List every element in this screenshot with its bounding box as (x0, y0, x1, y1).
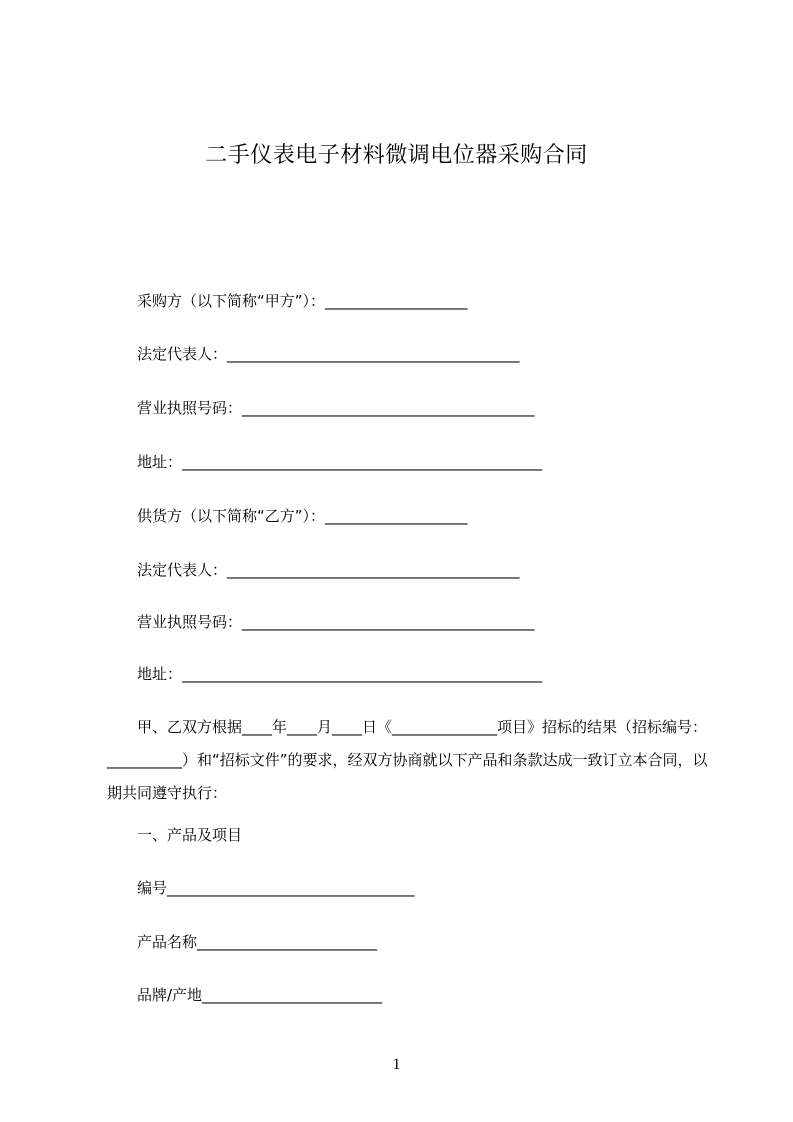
buyer-line: 采购方（以下简称“甲方”）：___________________ (137, 292, 468, 310)
supplier-legal-rep-line: 法定代表人：_______________________________________ (137, 561, 520, 579)
intro-paragraph (107, 711, 717, 810)
supplier-license-line: 营业执照号码：_______________________________________ (137, 613, 535, 631)
intro-paragraph-text: 甲、乙双方根据____年____月____日《______________项目》招标的结果（招标编号：__________）和“招标文件”的要求，经双方协商就以下产品和条款达成一致订立本合同，以期共同遵守执行： (107, 718, 708, 802)
buyer-legal-rep-line: 法定代表人：_______________________________________ (137, 345, 520, 363)
brand-origin-line: 品牌/产地________________________ (137, 986, 383, 1004)
supplier-address-line: 地址：________________________________________________ (137, 665, 543, 683)
product-name-line: 产品名称________________________ (137, 933, 378, 951)
buyer-address-line: 地址：________________________________________________ (137, 453, 543, 471)
section-heading-products: 一、产品及项目 (137, 826, 243, 844)
document-title: 二手仪表电子材料微调电位器采购合同 (205, 143, 588, 168)
supplier-line: 供货方（以下简称“乙方”）：___________________ (137, 507, 468, 525)
buyer-license-line: 营业执照号码：_______________________________________ (137, 399, 535, 417)
page-number: 1 (392, 1056, 401, 1073)
product-number-line: 编号_________________________________ (137, 879, 415, 897)
